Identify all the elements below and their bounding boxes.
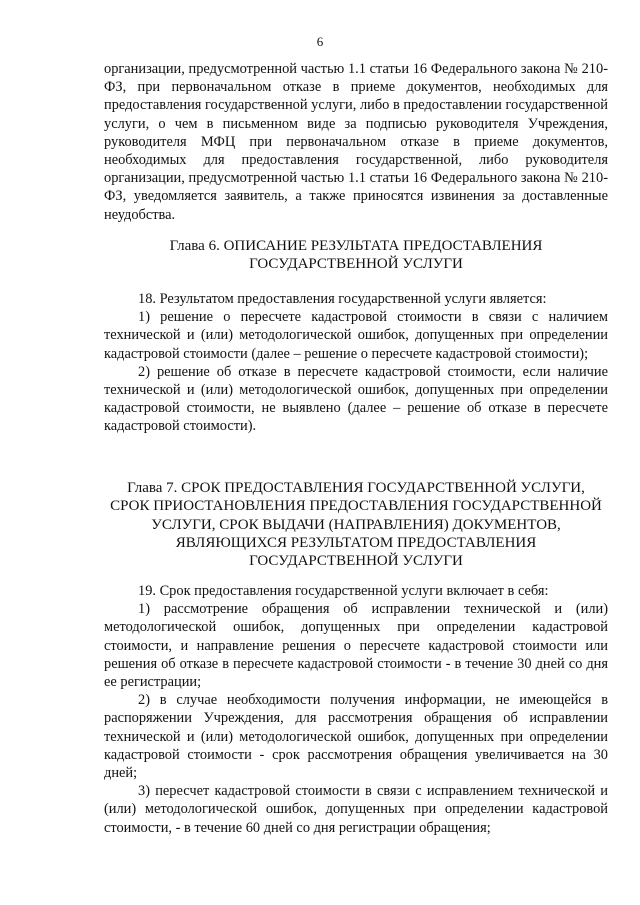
list-item: 3) пересчет кадастровой стоимости в связи с исправлением технической и (или) методологической ошибок, допущенных при определении кадастровой стоимости, - в течение 60 дней со дня регистрации обращения; — [104, 783, 608, 836]
list-item: 1) рассмотрение обращения об исправлении технической и (или) методологической ошибок, допущенных при определении кадастровой стоимости, и направление решения о пересчете кадастровой стоимости или решения об отказе в пересчете кадастровой стоимости - в течение 30 дней со дня ее регистрации; — [104, 601, 608, 691]
chapter-7-heading — [104, 479, 608, 570]
heading-line: Глава 7. СРОК ПРЕДОСТАВЛЕНИЯ ГОСУДАРСТВЕННОЙ УСЛУГИ, — [127, 480, 585, 496]
list-item: 2) решение об отказе в пересчете кадастровой стоимости, если наличие технической и (или) методологической ошибок, допущенных при определении кадастровой стоимости, не выявлено (далее – решение об отказе в пересчете кадастровой стоимости). — [104, 363, 608, 435]
heading-line: ГОСУДАРСТВЕННОЙ УСЛУГИ — [249, 553, 463, 570]
list-item: 2) в случае необходимости получения информации, не имеющейся в распоряжении Учреждения, для рассмотрения обращения об исправлении технической и (или) методологической ошибок, допущенных при определении кадастровой стоимости - срок рассмотрения обращения увеличивается на 30 дней; — [104, 692, 608, 782]
intro-section — [104, 60, 608, 224]
chapter-7-body — [104, 582, 608, 837]
heading-line: Глава 6. ОПИСАНИЕ РЕЗУЛЬТАТА ПРЕДОСТАВЛЕНИЯ — [169, 238, 543, 254]
intro-paragraph: организации, предусмотренной частью 1.1 статьи 16 Федерального закона № 210-ФЗ, при первоначальном отказе в приеме документов, необходимых для предоставления государственной услуги, либо в предоставлении государственной услуги, о чем в письменном виде за подписью руководителя Учреждения, руководителя МФЦ при первоначальном отказе в приеме документов, необходимых для предоставления государственной, либо руководителя организации, предусмотренной частью 1.1 статьи 16 Федерального закона № 210-ФЗ, уведомляется заявитель, а также приносятся извинения за доставленные неудобства. — [104, 61, 608, 223]
page-number: 6 — [316, 34, 324, 49]
heading-line: ГОСУДАРСТВЕННОЙ УСЛУГИ — [249, 256, 463, 273]
heading-line: СРОК ПРИОСТАНОВЛЕНИЯ ПРЕДОСТАВЛЕНИЯ ГОСУДАРСТВЕННОЙ — [110, 498, 602, 515]
list-item: 1) решение о пересчете кадастровой стоимости в связи с наличием технической и (или) методологической ошибок, допущенных при определении кадастровой стоимости (далее – решение о пересчете кадастровой стоимости); — [104, 309, 608, 362]
paragraph-19: 19. Срок предоставления государственной услуги включает в себя: — [138, 583, 549, 599]
chapter-6-body — [104, 290, 608, 436]
paragraph-18: 18. Результатом предоставления государственной услуги является: — [138, 291, 547, 307]
heading-line: ЯВЛЯЮЩИХСЯ РЕЗУЛЬТАТОМ ПРЕДОСТАВЛЕНИЯ — [175, 534, 537, 551]
chapter-6-heading — [104, 237, 608, 274]
heading-line: УСЛУГИ, СРОК ВЫДАЧИ (НАПРАВЛЕНИЯ) ДОКУМЕНТОВ, — [151, 516, 561, 533]
